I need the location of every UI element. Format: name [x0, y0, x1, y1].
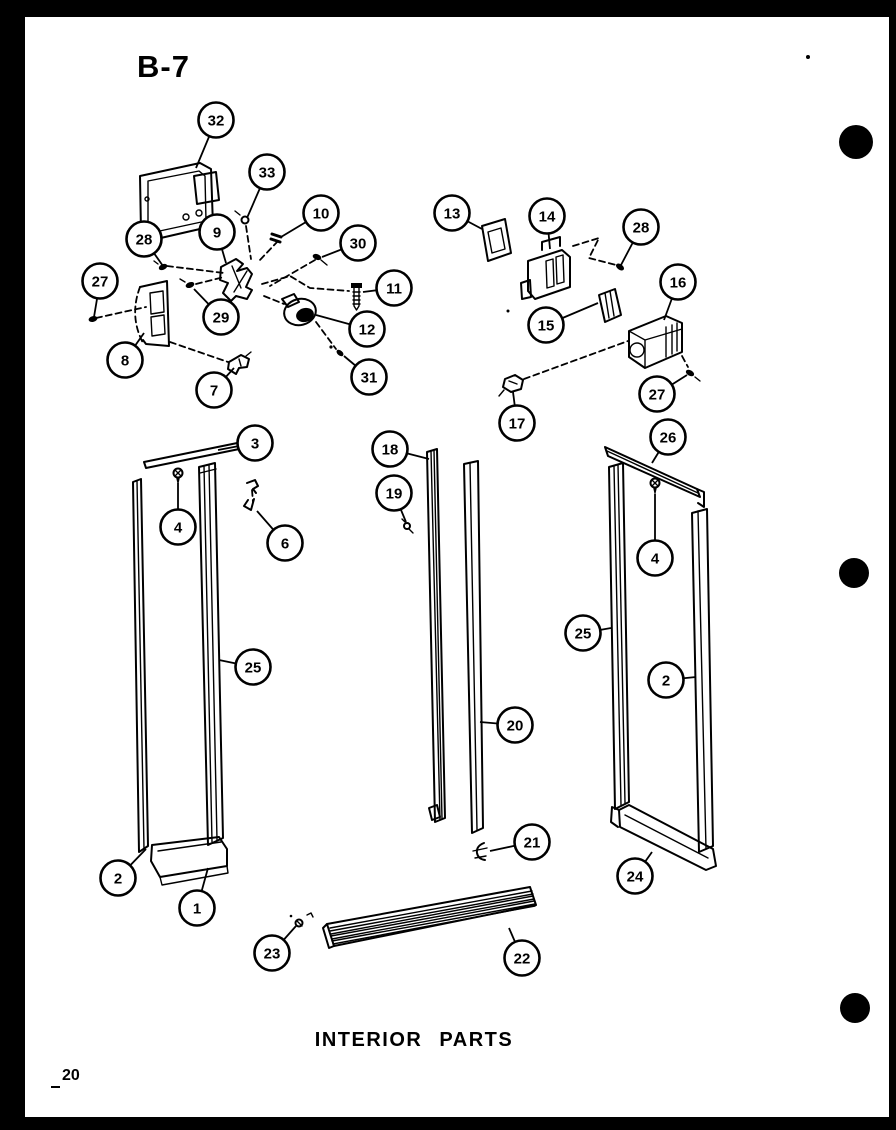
- scan-speck: [806, 55, 810, 59]
- callout-label-33: 33: [258, 164, 276, 182]
- right-border-line: [889, 0, 896, 1130]
- callout-label-2b: 2: [661, 672, 671, 690]
- callout-label-32: 32: [207, 112, 225, 130]
- binder-hole: [840, 993, 870, 1023]
- callout-label-27b: 27: [648, 386, 666, 404]
- callout-label-2a: 2: [113, 870, 123, 888]
- callout-label-25b: 25: [574, 625, 592, 643]
- callout-label-16: 16: [669, 274, 687, 292]
- callout-label-23: 23: [263, 945, 281, 963]
- paper: [25, 17, 889, 1117]
- scan-speck: [507, 310, 510, 313]
- callout-label-9: 9: [212, 224, 222, 242]
- callout-label-10: 10: [312, 205, 330, 223]
- callout-label-22: 22: [513, 950, 531, 968]
- callout-label-14: 14: [538, 208, 556, 226]
- caption: INTERIOR PARTS: [314, 1029, 514, 1051]
- callout-label-31: 31: [360, 369, 378, 387]
- callout-label-28a: 28: [135, 231, 153, 249]
- callout-label-8: 8: [120, 352, 130, 370]
- callout-label-15: 15: [537, 317, 555, 335]
- page-number: 20: [62, 1067, 80, 1084]
- callout-label-24: 24: [626, 868, 644, 886]
- callout-label-21: 21: [523, 834, 541, 852]
- callout-label-4a: 4: [173, 519, 183, 537]
- callout-label-3: 3: [250, 435, 260, 453]
- callout-label-4b: 4: [650, 550, 660, 568]
- binder-hole: [839, 125, 873, 159]
- figure-id: B-7: [137, 49, 190, 84]
- binder-hole: [839, 558, 869, 588]
- callout-label-18: 18: [381, 441, 399, 459]
- callout-label-13: 13: [443, 205, 461, 223]
- callout-label-12: 12: [358, 321, 376, 339]
- callout-label-1: 1: [192, 900, 202, 918]
- callout-label-19: 19: [385, 485, 403, 503]
- callout-label-30: 30: [349, 235, 367, 253]
- scan-speck: [51, 1086, 60, 1088]
- callout-label-27a: 27: [91, 273, 109, 291]
- callout-label-11: 11: [386, 280, 402, 298]
- callout-label-25a: 25: [244, 659, 262, 677]
- callout-label-29: 29: [212, 309, 230, 327]
- callout-label-17: 17: [508, 415, 526, 433]
- callout-label-20: 20: [506, 717, 524, 735]
- callout-label-26: 26: [659, 429, 677, 447]
- callout-label-6: 6: [280, 535, 290, 553]
- callout-label-7: 7: [209, 382, 219, 400]
- callout-label-28b: 28: [632, 219, 650, 237]
